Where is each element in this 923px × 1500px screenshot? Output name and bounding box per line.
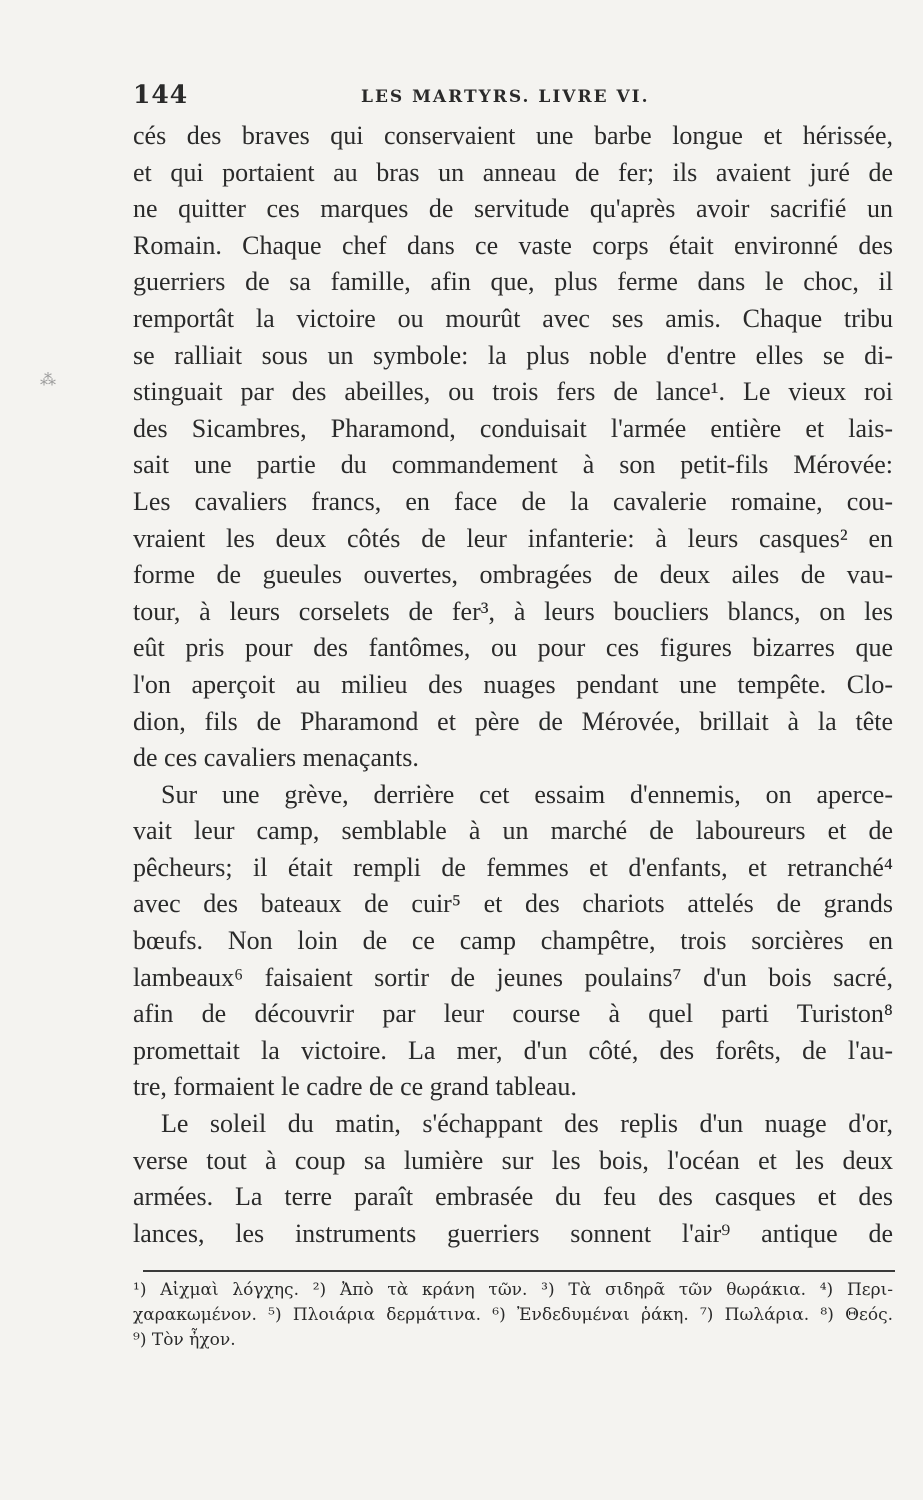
footnote-line: ⁹) Τὸν ἦχον. <box>133 1330 236 1350</box>
text-line: Les cavaliers francs, en face de la cavalerie romaine, cou- <box>133 486 893 516</box>
text-line: cés des braves qui conservaient une barbe longue et hérissée, <box>133 121 893 150</box>
text-line: vraient les deux côtés de leur infanterie: à leurs casques² en <box>133 523 893 553</box>
text-line: lambeaux⁶ faisaient sortir de jeunes poulains⁷ d'un bois sacré, <box>133 962 893 992</box>
text-line: avec des bateaux de cuir⁵ et des chariots attelés de grands <box>133 889 893 919</box>
text-line: remportât la victoire ou mourût avec ses amis. Chaque tribu <box>133 303 893 333</box>
text-line: eût pris pour des fantômes, ou pour ces figures bizarres que <box>133 633 893 663</box>
text-line: de ces cavaliers menaçants. <box>133 743 419 773</box>
footnote-divider <box>143 1270 895 1272</box>
text-line: Romain. Chaque chef dans ce vaste corps était environné des <box>133 230 893 260</box>
footnote-line: χαρακωμένον. ⁵) Πλοιάρια δερμάτινα. ⁶) Ἐνδεδυμέναι ῥάκη. ⁷) Πωλάρια. ⁸) Θεός. <box>133 1305 893 1325</box>
text-line: afin de découvrir par leur course à quel parti Turiston⁸ <box>133 999 893 1029</box>
text-line: Sur une grève, derrière cet essaim d'ennemis, on aperce- <box>161 779 893 809</box>
text-line: ne quitter ces marques de servitude qu'après avoir sacrifié un <box>133 194 893 224</box>
footnotes <box>133 1278 893 1353</box>
text-line: pêcheurs; il était rempli de femmes et d'enfants, et retranché⁴ <box>133 852 893 882</box>
body-text <box>133 118 893 1252</box>
text-line: se ralliait sous un symbole: la plus noble d'entre elles se di- <box>133 340 893 370</box>
text-line: et qui portaient au bras un anneau de fer; ils avaient juré de <box>133 157 893 187</box>
text-line: sait une partie du commandement à son petit-fils Mérovée: <box>133 450 893 480</box>
text-line: des Sicambres, Pharamond, conduisait l'armée entière et lais- <box>133 413 893 443</box>
text-line: dion, fils de Pharamond et père de Mérovée, brillait à la tête <box>133 706 893 736</box>
margin-smudge: ⁂ <box>40 370 56 389</box>
text-line: bœufs. Non loin de ce camp champêtre, trois sorcières en <box>133 926 893 956</box>
text-line: verse tout à coup sa lumière sur les bois, l'océan et les deux <box>133 1145 893 1175</box>
text-line: forme de gueules ouvertes, ombragées de deux ailes de vau- <box>133 560 893 590</box>
text-line: promettait la victoire. La mer, d'un côté, des forêts, de l'au- <box>133 1035 893 1065</box>
text-line: vait leur camp, semblable à un marché de laboureurs et de <box>133 816 893 846</box>
page-number: 144 <box>133 80 189 109</box>
text-line: Le soleil du matin, s'échappant des replis d'un nuage d'or, <box>161 1109 893 1139</box>
text-line: tour, à leurs corselets de fer³, à leurs boucliers blancs, on les <box>133 596 893 626</box>
text-line: lances, les instruments guerriers sonnent l'air⁹ antique de <box>133 1218 893 1248</box>
text-line: stinguait par des abeilles, ou trois fers de lance¹. Le vieux roi <box>133 377 893 407</box>
text-line: l'on aperçoit au milieu des nuages pendant une tempête. Clo- <box>133 669 893 699</box>
footnote-line: ¹) Αἰχμαὶ λόγχης. ²) Ἀπὸ τὰ κράνη τῶν. ³) Τὰ σιδηρᾶ τῶν θωράκια. ⁴) Περι- <box>133 1280 893 1300</box>
running-head: LES MARTYRS. LIVRE VI. <box>361 87 650 107</box>
text-line: armées. La terre paraît embrasée du feu des casques et des <box>133 1182 893 1212</box>
page-header <box>133 80 893 120</box>
text-line: guerriers de sa famille, afin que, plus ferme dans le choc, il <box>133 267 893 297</box>
text-line: tre, formaient le cadre de ce grand tableau. <box>133 1072 577 1102</box>
